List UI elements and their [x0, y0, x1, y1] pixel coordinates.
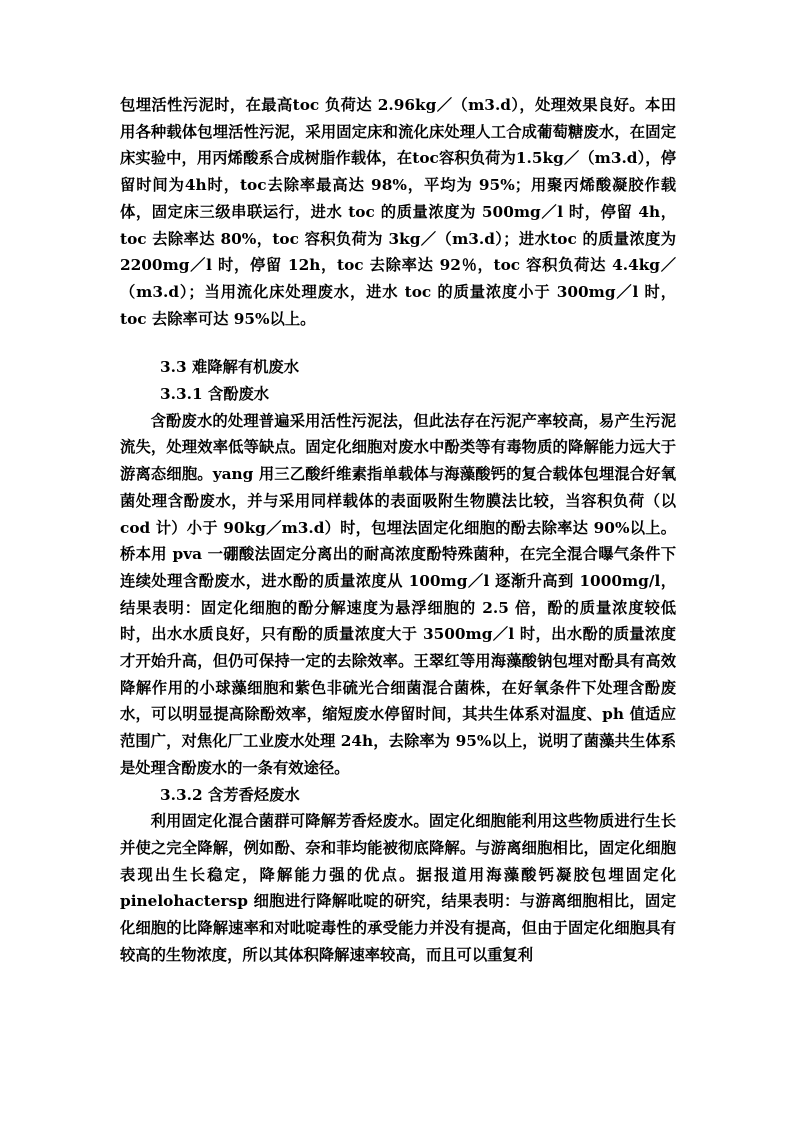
document-page	[120, 92, 676, 969]
paragraph-phenol-wastewater: 含酚废水的处理普遍采用活性污泥法，但此法存在污泥产率较高，易产生污泥流失，处理效率低等缺点。固定化细胞对废水中酚类等有毒物质的降解能力远大于游离态细胞。yang 用三乙酸纤维素指单载体与海藻酸钙的复合载体包埋混合好氧菌处理含酚废水，并与采用同样载体的表面吸附生物膜法比较，当容积负荷（以 cod 计）小于 90kg／m3.d）时，包埋法固定化细胞的酚去除率达 90%以上。桥本用 pva 一硼酸法固定分离出的耐高浓度酚特殊菌种，在完全混合曝气条件下连续处理含酚废水，进水酚的质量浓度从 100mg／l 逐渐升高到 1000mg/l，结果表明：固定化细胞的酚分解速度为悬浮细胞的 2.5 倍，酚的质量浓度较低时，出水水质良好，只有酚的质量浓度大于 3500mg／l 时，出水酚的质量浓度才开始升高，但仍可保持一定的去除效率。王翠红等用海藻酸钠包埋对酚具有高效降解作用的小球藻细胞和紫色非硫光合细菌混合菌株，在好氧条件下处理含酚废水，可以明显提高除酚效率，缩短废水停留时间，其共生体系对温度、ph 值适应范围广，对焦化厂工业废水处理 24h，去除率为 95%以上，说明了菌藻共生体系是处理含酚废水的一条有效途径。	[120, 411, 676, 777]
section-heading-3-3: 3.3 难降解有机废水	[160, 358, 300, 377]
paragraph-aromatic-wastewater: 利用固定化混合菌群可降解芳香烃废水。固定化细胞能利用这些物质进行生长并使之完全降解，例如酚、奈和菲均能被彻底降解。与游离细胞相比，固定化细胞表现出生长稳定，降解能力强的优点。据报道用海藻酸钙凝胶包埋固定化 pinelohactersp 细胞进行降解吡啶的研究，结果表明：与游离细胞相比，固定化细胞的比降解速率和对吡啶毒性的承受能力并没有提高，但由于固定化细胞具有较高的生物浓度，所以其体积降解速率较高，而且可以重复利	[120, 812, 676, 964]
section-heading-3-3-2: 3.3.2 含芳香烃废水	[160, 785, 300, 804]
section-heading-3-3-1: 3.3.1 含酚废水	[160, 385, 270, 404]
paragraph-activated-sludge: 包埋活性污泥时，在最高toc 负荷达 2.96kg／（m3.d），处理效果良好。本田用各种载体包埋活性污泥，采用固定床和流化床处理人工合成葡萄糖废水，在固定床实验中，用丙烯酸系合成树脂作载体，在toc容积负荷为1.5kg／（m3.d），停留时间为4h时，toc去除率最高达 98%，平均为 95%；用聚丙烯酸凝胶作载体，固定床三级串联运行，进水 toc 的质量浓度为 500mg／l 时，停留 4h，toc 去除率达 80%，toc 容积负荷为 3kg／（m3.d）；进水toc 的质量浓度为 2200mg／l 时，停留 12h，toc 去除率达 92％，toc 容积负荷达 4.4kg／（m3.d）；当用流化床处理废水，进水 toc 的质量浓度小于 300mg／l 时，toc 去除率可达 95%以上。	[120, 96, 676, 328]
section-spacer	[120, 332, 676, 354]
